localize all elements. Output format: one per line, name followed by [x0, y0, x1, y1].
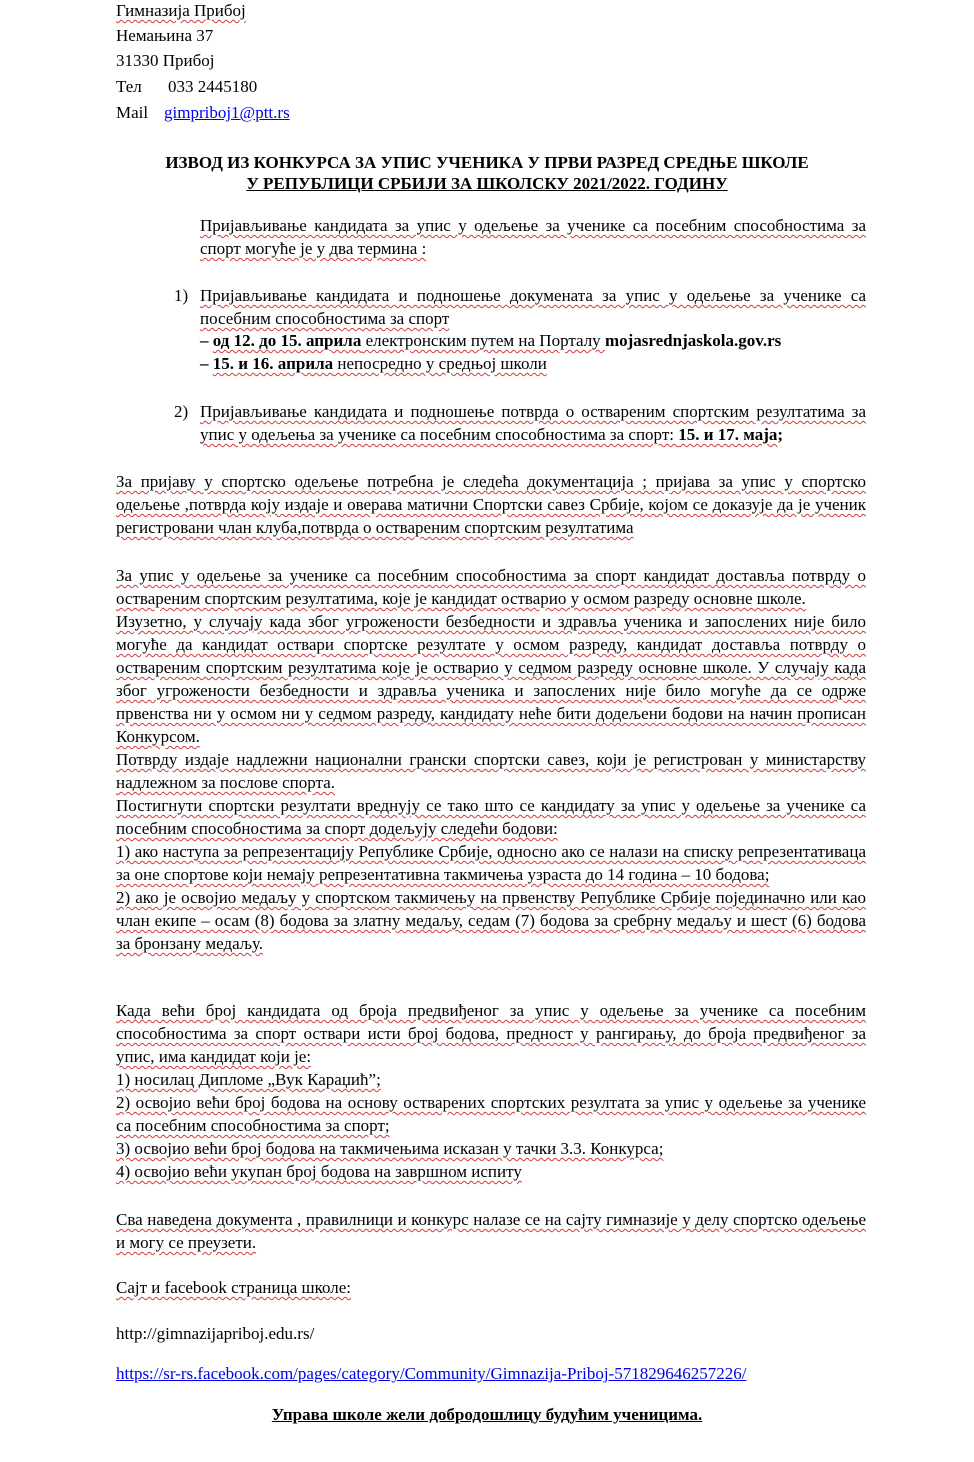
mail-label: Mail	[116, 103, 149, 122]
mail-line	[116, 102, 290, 124]
ranking-item-4: 4) освојио већи укупан број бодова на завршном испиту	[116, 1162, 522, 1181]
facebook-link[interactable]: https://sr-rs.facebook.com/pages/category/Community/Gimnazija-Priboj-571829646257226/	[116, 1364, 747, 1383]
documents-note: Сва наведена документа , правилници и конкурс налазе се на сајту гимназије у делу спортско одељење и могу се преузети.	[116, 1210, 866, 1252]
document-title-line2: У РЕПУБЛИЦИ СРБИЈИ ЗА ШКОЛСКУ 2021/2022. ГОДИНУ	[246, 174, 728, 193]
ranking-item-1: 1) носилац Дипломе „Вук Караџић”;	[116, 1070, 381, 1089]
documentation-paragraph: За пријаву у спортско одељење потребна је следећа документација ; пријава за упис у спортско одељење ,потврда коју издаје и оверава матични Спортски савез Србије, којом се доказује да је ученик регистровани члан клуба,потврда о оствареним спортским резултатима	[116, 472, 866, 537]
ranking-intro: Када већи број кандидата од броја предвиђеног за упис у одељење за ученике са посебним способностима за спорт оствари исти број бодова, предност у рангирању, до броја предвиђеног за упис, има кандидат који је:	[116, 1001, 866, 1066]
results-p4: Постигнути спортски резултати вреднују се тако што се кандидату за упис у одељење за ученике са посебним способностима за спорт додељују следећи бодови:	[116, 796, 866, 838]
phone-label: Тел	[116, 77, 142, 96]
term1-number: 1)	[174, 286, 189, 305]
closing-message: Управа школе жели добродошлицу будућим ученицима.	[271, 1405, 703, 1424]
results-p3: Потврду издаје надлежни национални грански спортски савез, који је регистрован у министарству надлежном за послове спорта.	[116, 750, 866, 792]
results-p6: 2) ако је освојио медаљу у спортском такмичењу на првенству Републике Србије појединачно или као члан екипе – осам (8) бодова за златну медаљу, седам (7) бодова за сребрну медаљу и шест (6) бодова за бронзану медаљу.	[116, 888, 866, 953]
ranking-item-2: 2) освојио већи број бодова на основу остварених спортских резултата за упис у одељење за ученике са посебним способностима за спорт;	[116, 1093, 866, 1135]
results-p2: Изузетно, у случају када због угрожености безбедности и здравља ученика и запослених није било могуће да кандидат оствари спортске резултате у осмом разреду, кандидат доставља потврду о оствареним спортским резултатима које је остварио у седмом разреду основне школе. У случају када због угрожености безбедности и здравља ученика и запослених није било могуће да се одрже првенства ни у осмом ни у седмом разреду, кандидату неће бити додељени бодови на начин прописан Конкурсом.	[116, 612, 866, 746]
phone-number: 033 2445180	[168, 77, 258, 96]
results-p1: За упис у одељење за ученике са посебним способностима за спорт кандидат доставља потврду о оствареним спортским резултатима, које је кандидат остварио у осмом разреду основне школе.	[116, 566, 866, 608]
intro-paragraph: Пријављивање кандидата за упис у одељење за ученике са посебним способностима за спорт могуће је у два термина :	[200, 216, 866, 258]
results-section	[116, 564, 866, 955]
term2-text: Пријављивање кандидата и подношење потврда о оствареним спортским резултатима за упис у одељења за ученике са посебним способностима за спорт: 15. и 17. маја;	[200, 402, 866, 444]
term1-text: Пријављивање кандидата и подношење докумената за упис у одељење за ученике са посебним способностима за спорт	[200, 286, 866, 328]
school-city: 31330 Прибој	[116, 51, 215, 70]
site-label: Сајт и facebook страница школе:	[116, 1278, 352, 1297]
term1-online: – од 12. до 15. априла електронским путем на Порталу mojasrednjaskola.gov.rs	[200, 331, 782, 350]
results-p5: 1) ако наступа за репрезентацију Републике Србије, односно ако се налази на списку репрезентативаца за оне спортове који немају репрезентативна такмичења узраста до 14 година – 10 бодова;	[116, 842, 866, 884]
phone-line	[116, 76, 258, 98]
ranking-item-3: 3) освојио већи број бодова на такмичењима исказан у тачки 3.3. Конкурса;	[116, 1139, 664, 1158]
email-link[interactable]: gimpriboj1@ptt.rs	[164, 103, 290, 122]
school-name: Гимназија Прибој	[116, 1, 246, 20]
school-street: Немањина 37	[116, 26, 214, 45]
term1-inperson: – 15. и 16. априла непосредно у средњој школи	[200, 354, 547, 373]
ranking-section	[116, 999, 866, 1183]
document-title-line1: ИЗВОД ИЗ КОНКУРСА ЗА УПИС УЧЕНИКА У ПРВИ РАЗРЕД СРЕДЊЕ ШКОЛЕ	[165, 153, 809, 172]
website-url[interactable]: http://gimnazijapriboj.edu.rs/	[116, 1324, 315, 1343]
term2-number: 2)	[174, 402, 189, 421]
